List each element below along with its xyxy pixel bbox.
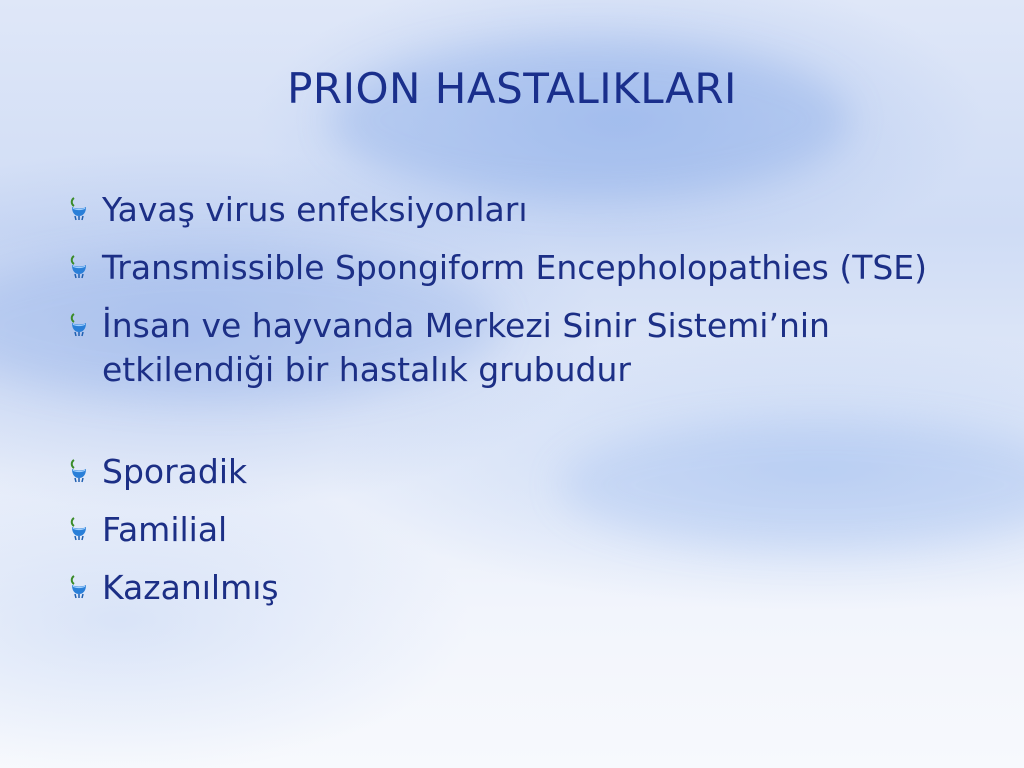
bullet-text: Yavaş virus enfeksiyonları (102, 190, 528, 229)
bullet-text: Sporadik (102, 452, 248, 491)
list-item (62, 188, 962, 232)
bullet-text: İnsan ve hayvanda Merkezi Sinir Sistemi’nin etkilendiği bir hastalık grubudur (102, 306, 830, 389)
bluebell-flower-icon (68, 458, 90, 484)
list-item (62, 304, 962, 392)
bluebell-flower-icon (68, 196, 90, 222)
list-item (62, 566, 962, 610)
list-item (62, 450, 962, 494)
bullet-list (62, 188, 962, 624)
bluebell-flower-icon (68, 516, 90, 542)
slide-title: PRION HASTALIKLARI (287, 64, 737, 113)
bluebell-flower-icon (68, 254, 90, 280)
bullet-text: Kazanılmış (102, 568, 279, 607)
bluebell-flower-icon (68, 312, 90, 338)
bullet-text: Transmissible Spongiform Encepholopathies (TSE) (102, 248, 928, 287)
list-item (62, 508, 962, 552)
bullet-text: Familial (102, 510, 228, 549)
bluebell-flower-icon (68, 574, 90, 600)
list-item (62, 246, 962, 290)
